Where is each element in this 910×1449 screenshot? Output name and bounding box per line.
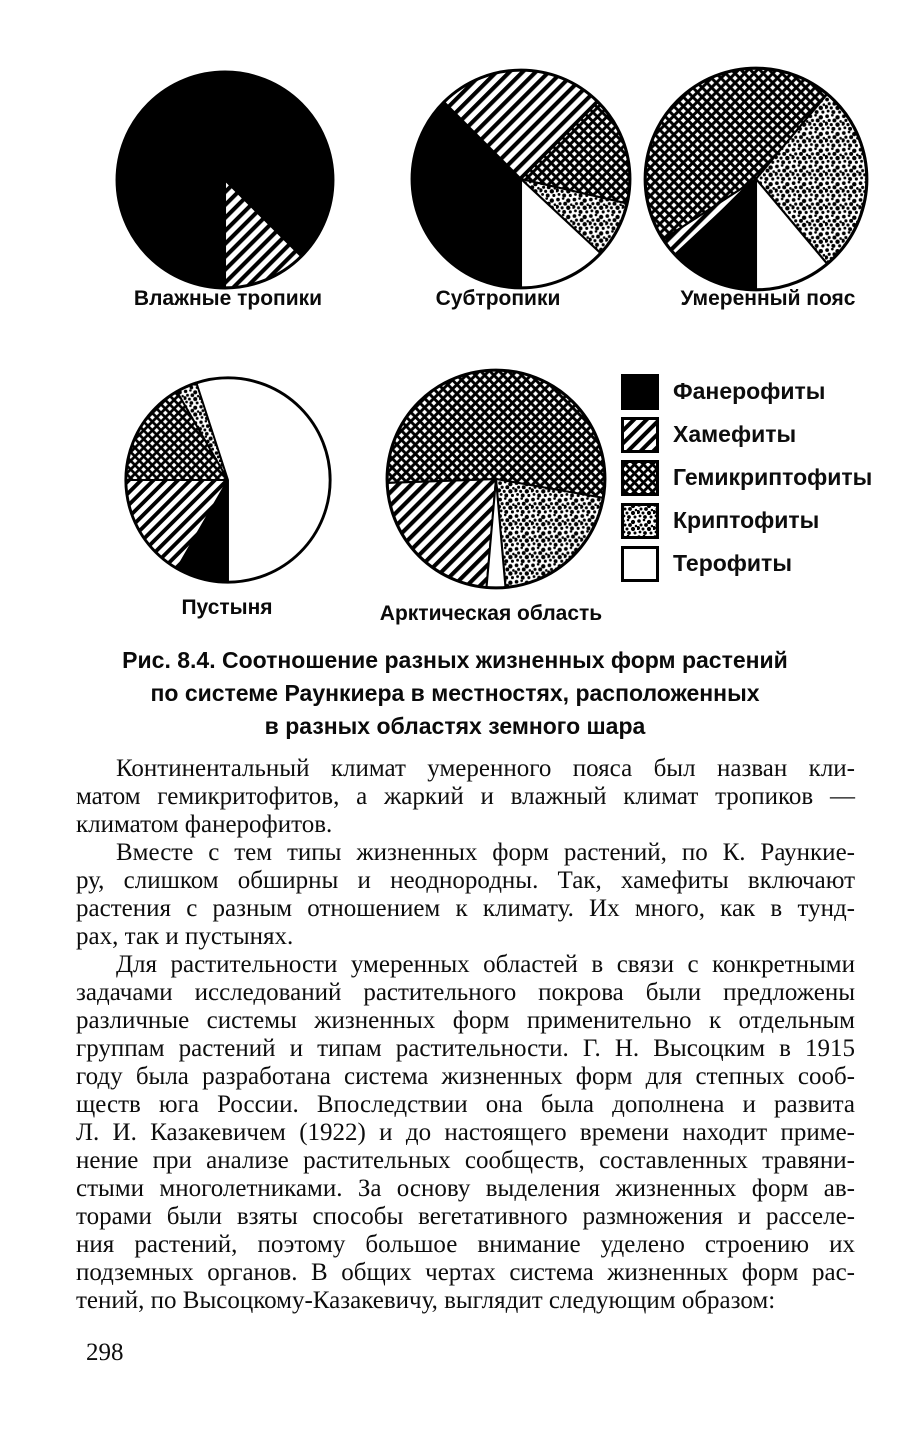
chamaephytes-swatch-icon — [621, 417, 659, 453]
text-line: году была разработана система жизненных форм для степных сооб- — [76, 1063, 855, 1090]
figure-legend — [621, 370, 872, 585]
legend-row-phanerophytes — [621, 370, 872, 413]
pie-label-arctic-region: Арктическая область — [379, 602, 603, 625]
legend-label: Фанерофиты — [673, 378, 826, 404]
pie-chart-desert — [122, 374, 334, 586]
pie-label-desert: Пустыня — [181, 596, 273, 619]
pie-label-subtropics: Субтропики — [435, 287, 561, 310]
caption-line: по системе Раункиера в местностях, расположенных — [150, 680, 760, 706]
text-line: стыми многолетниками. За основу выделения жизненных форм ав- — [76, 1175, 855, 1202]
text-line: Континентальный климат умеренного пояса был назван кли- — [116, 755, 855, 782]
legend-row-therophytes — [621, 542, 872, 585]
figure-8-4 — [0, 0, 910, 630]
pie-slice-chamaephytes — [387, 479, 496, 587]
legend-row-cryptophytes — [621, 499, 872, 542]
text-line: задачами исследований растительного покрова были предложены — [76, 979, 855, 1006]
text-line: климатом фанерофитов. — [76, 811, 333, 838]
pie-label-temperate-zone: Умеренный пояс — [680, 287, 856, 310]
pie-chart-temperate-zone — [641, 64, 871, 294]
cryptophytes-swatch-icon — [621, 503, 659, 539]
page-number: 298 — [86, 1339, 124, 1366]
legend-label: Хамефиты — [673, 421, 797, 447]
therophytes-swatch-icon — [621, 546, 659, 582]
caption-line: в разных областях земного шара — [264, 713, 646, 739]
legend-label: Криптофиты — [673, 507, 820, 533]
pie-chart-arctic-region — [383, 366, 609, 592]
text-line: ния растений, поэтому большое внимание уделено строению их — [76, 1231, 855, 1258]
text-line: группам растений и типам растительности. Г. Н. Высоцким в 1915 — [76, 1035, 855, 1062]
legend-row-chamaephytes — [621, 413, 872, 456]
text-line: ществ юга России. Впоследствии она была дополнена и развита — [76, 1091, 855, 1118]
figure-caption — [0, 644, 910, 743]
text-line: ру, слишком обширны и неоднородны. Так, хамефиты включают — [76, 867, 855, 894]
text-line: Вместе с тем типы жизненных форм растений, по К. Раункие- — [116, 839, 855, 866]
text-line: Для растительности умеренных областей в связи с конкретными — [116, 951, 855, 978]
caption-line: Рис. 8.4. Соотношение разных жизненных форм растений — [122, 647, 788, 673]
legend-label: Гемикриптофиты — [673, 464, 873, 490]
pie-chart-subtropics — [408, 66, 634, 292]
text-line: рах, так и пустынях. — [76, 923, 294, 950]
text-line: тений, по Высоцкому-Казакевичу, выглядит следующим образом: — [76, 1287, 776, 1314]
text-line: матом гемикритофитов, а жаркий и влажный климат тропиков — — [76, 783, 855, 810]
pie-slice-cryptophytes — [496, 479, 603, 587]
text-line: торами были взяты способы вегетативного размножения и расселе- — [76, 1203, 855, 1230]
text-line: нение при анализе растительных сообществ, составленных травяни- — [76, 1147, 855, 1174]
pie-chart-humid-tropics — [113, 68, 337, 292]
text-line: растения с разным отношением к климату. Их много, как в тунд- — [76, 895, 855, 922]
hemicryptophytes-swatch-icon — [621, 460, 659, 496]
text-line: подземных органов. В общих чертах система жизненных форм рас- — [76, 1259, 855, 1286]
legend-label: Терофиты — [673, 550, 792, 576]
body-text — [76, 755, 855, 1315]
legend-row-hemicryptophytes — [621, 456, 872, 499]
phanerophytes-swatch-icon — [621, 374, 659, 410]
text-line: Л. И. Казакевичем (1922) и до настоящего времени находит приме- — [76, 1119, 855, 1146]
pie-label-humid-tropics: Влажные тропики — [133, 287, 323, 310]
text-line: различные системы жизненных форм применительно к отдельным — [76, 1007, 855, 1034]
